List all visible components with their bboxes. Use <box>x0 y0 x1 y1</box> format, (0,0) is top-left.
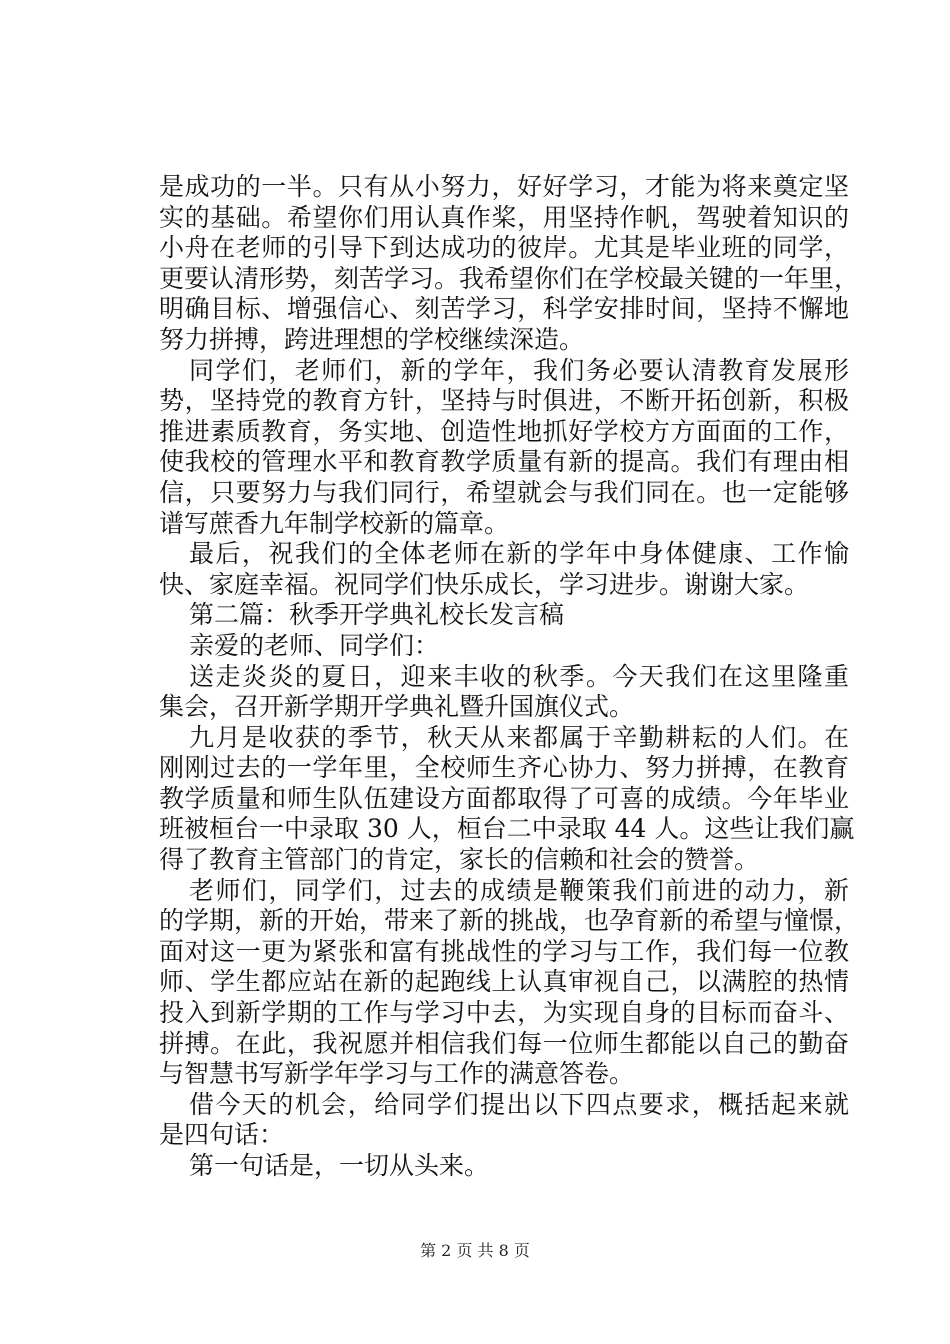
text-line: 是成功的一半。只有从小努力，好好学习，才能为将来奠定坚 <box>159 172 849 201</box>
text-line: 推进素质教育，务实地、创造性地抓好学校方方面面的工作， <box>159 416 849 446</box>
text-line: 亲爱的老师、同学们： <box>189 630 440 660</box>
text-line: 势，坚持党的教育方针，坚持与时俱进，不断开拓创新，积极 <box>159 386 849 416</box>
text-line: 师、学生都应站在新的起跑线上认真审视自己，以满腔的热情 <box>159 967 849 997</box>
text-line: 送走炎炎的夏日，迎来丰收的秋季。今天我们在这里隆重 <box>189 661 849 691</box>
text-line: 快、家庭幸福。祝同学们快乐成长，学习进步。谢谢大家。 <box>159 569 810 599</box>
text-line: 老师们，同学们，过去的成绩是鞭策我们前进的动力，新 <box>189 875 849 905</box>
text-line: 更要认清形势，刻苦学习。我希望你们在学校最关键的一年里， <box>159 263 860 293</box>
page-number-footer: 第 2 页 共 8 页 <box>420 1241 530 1260</box>
text-line: 得了教育主管部门的肯定，家长的信赖和社会的赞誉。 <box>159 845 760 875</box>
text-line: 投入到新学期的工作与学习中去，为实现自身的目标而奋斗、 <box>159 998 849 1028</box>
text-line: 面对这一更为紧张和富有挑战性的学习与工作，我们每一位教 <box>159 936 849 966</box>
text-line: 同学们，老师们，新的学年，我们务必要认清教育发展形 <box>189 355 849 385</box>
text-line: 信，只要努力与我们同行，希望就会与我们同在。也一定能够 <box>159 477 849 507</box>
text-line: 实的基础。希望你们用认真作桨，用坚持作帆，驾驶着知识的 <box>159 202 849 232</box>
text-line: 努力拼搏，跨进理想的学校继续深造。 <box>159 324 585 354</box>
text-line: 刚刚过去的一学年里，全校师生齐心协力、努力拼搏，在教育 <box>159 753 849 783</box>
text-line: 谱写蔗香九年制学校新的篇章。 <box>159 508 510 538</box>
text-line: 九月是收获的季节，秋天从来都属于辛勤耕耘的人们。在 <box>189 722 849 752</box>
text-line: 集会，召开新学期开学典礼暨升国旗仪式。 <box>159 692 635 722</box>
text-line: 最后，祝我们的全体老师在新的学年中身体健康、工作愉 <box>189 539 849 569</box>
text-line: 明确目标、增强信心、刻苦学习，科学安排时间，坚持不懈地 <box>159 294 849 324</box>
text-line: 是四句话： <box>159 1120 285 1150</box>
text-line: 班被桓台一中录取 30 人，桓台二中录取 44 人。这些让我们赢 <box>159 814 855 844</box>
document-body <box>159 172 860 1182</box>
text-line: 使我校的管理水平和教育教学质量有新的提高。我们有理由相 <box>159 447 849 477</box>
text-line: 小舟在老师的引导下到达成功的彼岸。尤其是毕业班的同学， <box>159 233 849 263</box>
text-line: 拼搏。在此，我祝愿并相信我们每一位师生都能以自己的勤奋 <box>159 1028 849 1058</box>
text-line: 教学质量和师生队伍建设方面都取得了可喜的成绩。今年毕业 <box>159 783 849 813</box>
text-line: 借今天的机会，给同学们提出以下四点要求，概括起来就 <box>189 1089 849 1119</box>
text-line: 第二篇：秋季开学典礼校长发言稿 <box>189 600 565 630</box>
text-line: 与智慧书写新学年学习与工作的满意答卷。 <box>159 1059 635 1089</box>
text-line: 的学期，新的开始，带来了新的挑战，也孕育新的希望与憧憬， <box>159 906 860 936</box>
text-line: 第一句话是，一切从头来。 <box>189 1151 490 1180</box>
